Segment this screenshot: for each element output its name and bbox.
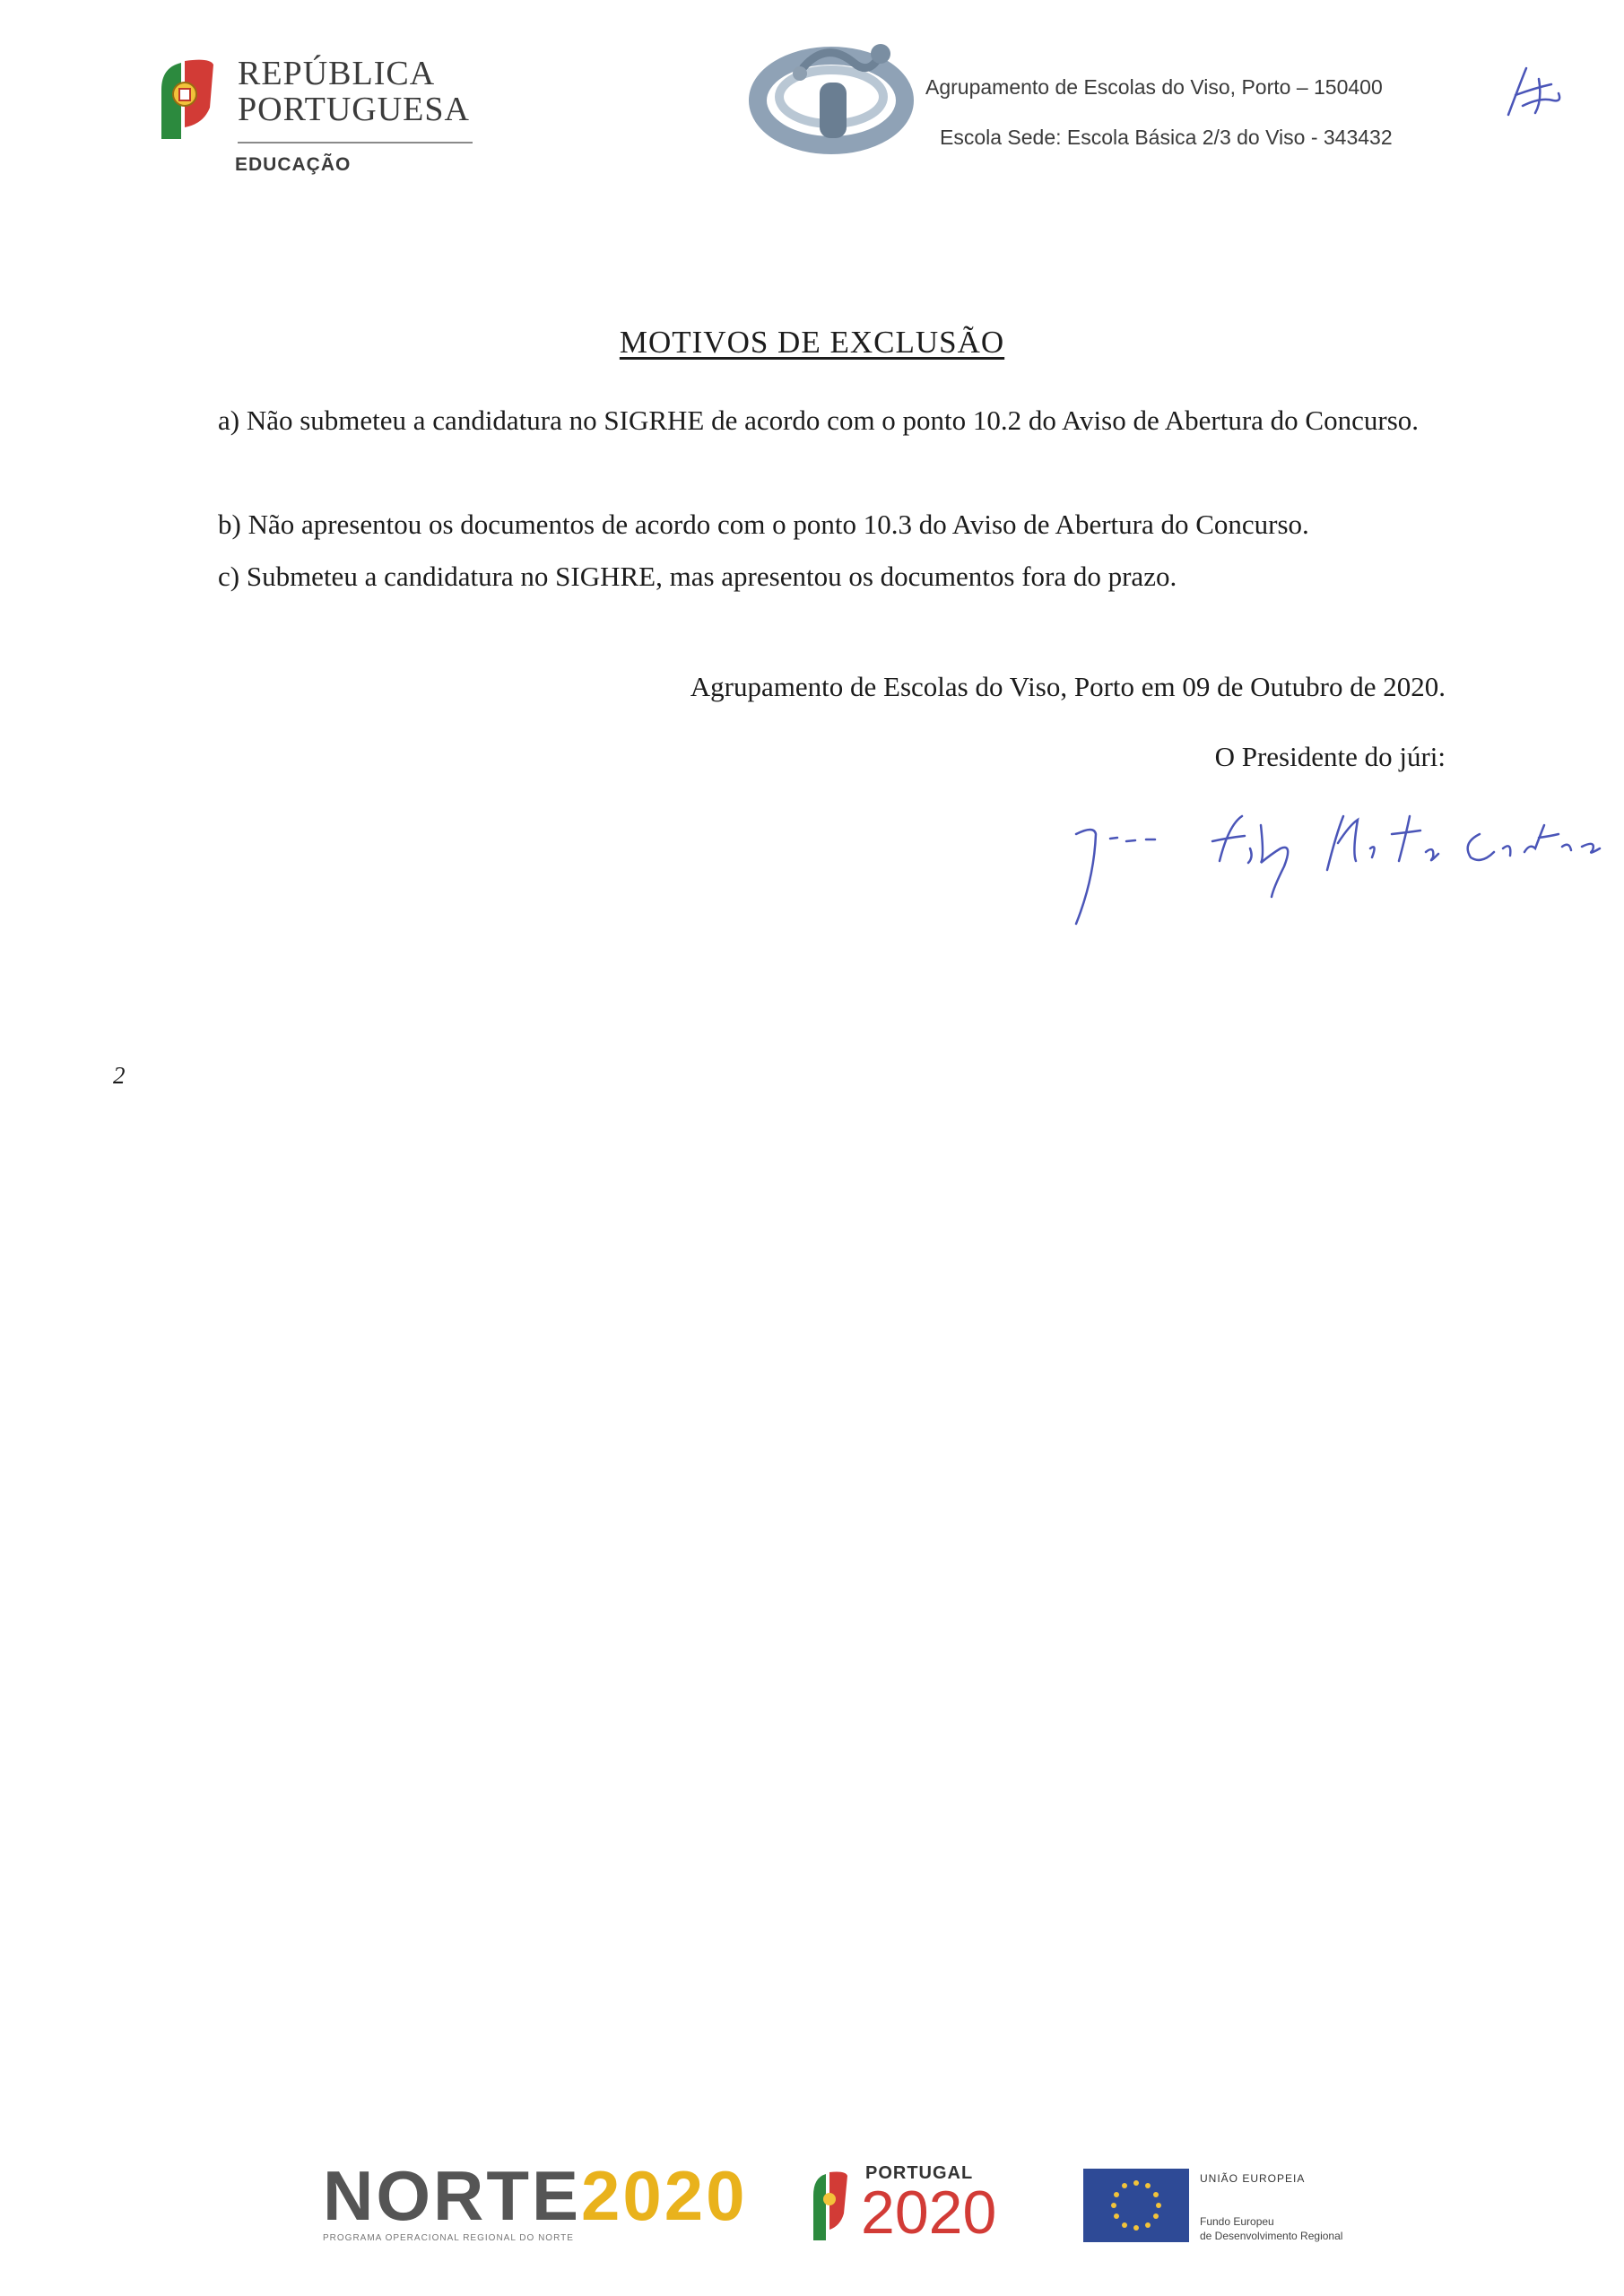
portuguese-republic-emblem-icon [154,54,217,144]
school-headquarters: Escola Sede: Escola Básica 2/3 do Viso - 343432 [940,126,1393,149]
header-rule [238,142,473,144]
president-signature-icon [1058,798,1614,933]
president-label: O Presidente do júri: [1214,741,1446,772]
republic-title-line-1: REPÚBLICA [238,55,436,92]
exclusion-reason-a: a) Não submeteu a candidatura no SIGRHE de acordo com o ponto 10.2 do Aviso de Abertura do Concurso. [218,404,1420,436]
portugal-2020-emblem-icon [810,2169,849,2242]
exclusion-reason-c: c) Submeteu a candidatura no SIGHRE, mas apresentou os documentos fora do prazo. [218,561,1177,592]
exclusion-reason-b: b) Não apresentou os documentos de acordo com o ponto 10.3 do Aviso de Abertura do Concurso. [218,509,1309,540]
place-and-date: Agrupamento de Escolas do Viso, Porto em 09 de Outubro de 2020. [690,671,1446,702]
eu-fund-line-2: de Desenvolvimento Regional [1200,2230,1343,2242]
ministry-label: EDUCAÇÃO [235,154,352,175]
norte-word: NORTE [323,2156,581,2235]
handwritten-initials-icon [1499,61,1571,124]
norte-2020-wordmark [323,2156,748,2235]
norte-subtitle: PROGRAMA OPERACIONAL REGIONAL DO NORTE [323,2233,574,2243]
portugal-label: PORTUGAL [865,2163,974,2183]
eu-title: UNIÃO EUROPEIA [1200,2172,1306,2185]
eu-flag-icon [1083,2169,1189,2242]
norte-2020-logo [323,2156,748,2243]
school-name: Agrupamento de Escolas do Viso, Porto – 150400 [925,75,1383,99]
document-title: MOTIVOS DE EXCLUSÃO [619,325,1005,360]
eu-fund-line-1: Fundo Europeu [1200,2215,1274,2228]
norte-year: 2020 [581,2156,748,2235]
republic-title [238,56,470,127]
portugal-year: 2020 [861,2179,997,2247]
page-number: 2 [113,1062,126,1089]
republic-title-line-2: PORTUGUESA [238,91,470,128]
school-logo-icon [746,27,916,161]
